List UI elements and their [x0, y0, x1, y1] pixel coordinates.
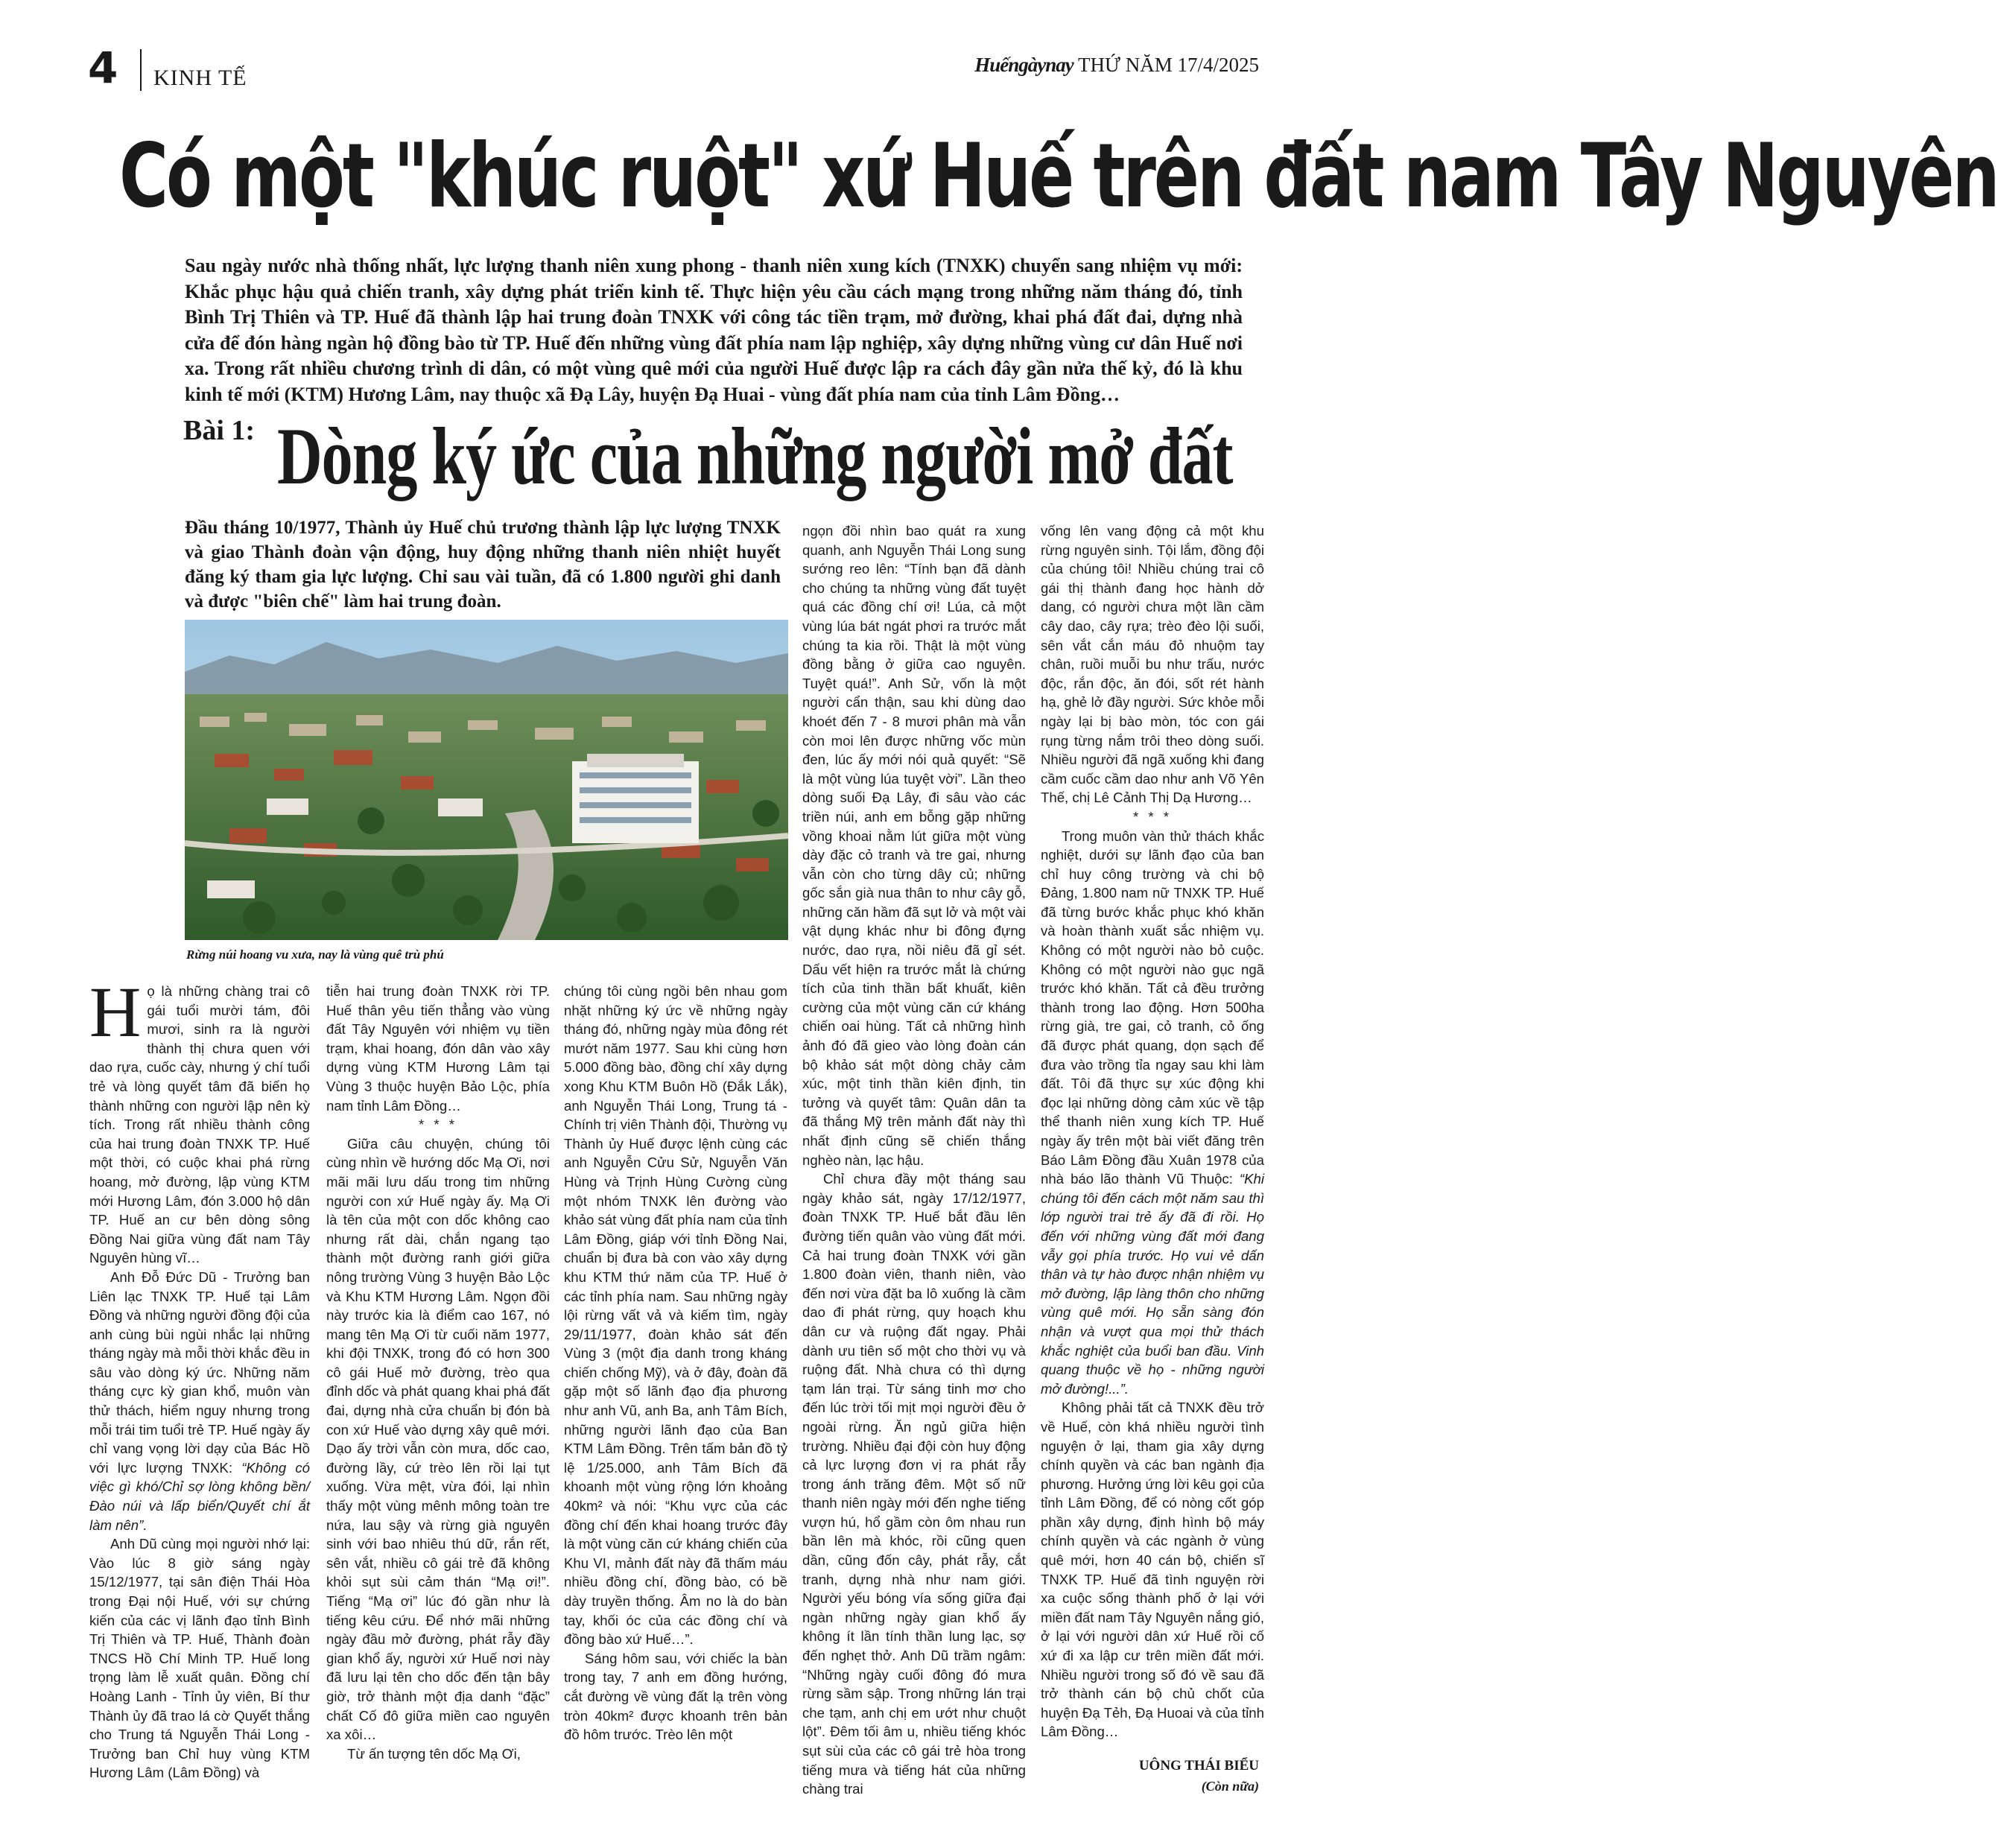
body-column-1: [89, 972, 311, 1781]
masthead-date: THỨ NĂM 17/4/2025: [1078, 54, 1259, 76]
part-label: Bài 1:: [183, 415, 256, 446]
byline: UÔNG THÁI BIỂU: [1138, 1758, 1259, 1774]
body-column-5: [1041, 521, 1264, 1750]
body-paragraph: Chỉ chưa đầy một tháng sau ngày khảo sát, ngày 17/12/1977, đoàn TNXK TP. Huế bắt đầu lên đường tiến quân vào vùng đất mới. Cả hai trung đoàn TNXK với gần 1.800 đoàn viên, thanh niên, vào đến nơi vừa đặt ba lô xuống là cầm dao đi phát rừng, quy hoạch khu dân cư và ruộng đất ngay. Phải dành ưu tiên số một cho thời vụ và ruộng đất. Nhà chưa có thì dựng tạm lán trại. Từ sáng tinh mơ cho đến lúc trời tối mịt mọi người đều ở ngoài rừng. Ăn ngủ giữa hiện trường. Nhiều đại đội còn huy động cả lực lượng đơn vị ra phát rẫy trong ánh trăng đêm. Một số nữ thanh niên ngày mới đến nghe tiếng vượn hú, hổ gầm còn ôm nhau run bần lên mà khóc, rồi cũng quen dần, cũng đốn cây, phát rẫy, cắt tranh, dựng nhà như nam giới. Người yếu bóng vía sống giữa đại ngàn những ngày gian khổ ấy không ít lần tính thần lung lạc, sợ đến nghẹt thở. Anh Dũ trầm ngâm: “Những ngày cuối đông đó mưa rừng sầm sập. Trong những lán trại che tạm, anh chị em ướt như chuột lột”. Đêm tối âm u, nhiều tiếng khóc sụt sùi của các cô gái trẻ hòa trong tiếng mưa và tiếng hát của những chàng trai: [802, 1171, 1026, 1797]
body-paragraph: Giữa câu chuyện, chúng tôi cùng nhìn về hướng dốc Mạ Ơi, nơi mãi mãi lưu dấu trong tim những người con xứ Huế ngày ấy. Mạ Ơi là tên của một con dốc không cao nhưng rất dài, chắn ngang tạo thành một đường ranh giới giữa nông trường Vùng 3 huyện Bảo Lộc và Khu KTM Hương Lâm. Ngọn đồi này trước kia là điểm cao 167, nó mang tên Mạ Ơi từ cuối năm 1977, khi đội TNXK, trong đó có hơn 300 cô gái Huế mở đường, trèo qua đỉnh dốc và phát quang khai phá đất đai, dựng nhà cửa chuẩn bị đón bà con xứ Huế vào dựng xây quê mới. Dạo ấy trời vẫn còn mưa, dốc cao, đường lầy, cứ trèo lên rồi lại tụt xuống. Vừa mệt, vừa đói, lại nhìn thấy một vùng mênh mông toàn tre nứa, lau sậy và rừng già nguyên sinh với bao nhiêu thú dữ, rắn rết, sên vắt, nhiều cô gái trẻ đã không khỏi sụt sùi cảm thán “Mạ ơi!”. Tiếng “Mạ ơi” lúc đó gần như là tiếng kêu cứu. Để nhớ mãi những ngày đầu mở đường, phát rẫy đầy gian khổ ấy, người xứ Huế nơi này đã lưu lại tên cho dốc đến tận bây giờ, trở thành một địa danh “đặc” chất Cố đô giữa miền cao nguyên xa xôi…: [326, 1135, 550, 1743]
body-paragraph: vống lên vang động cả một khu rừng nguyên sinh. Tội lắm, đồng đội của chúng tôi! Nhiều chúng trai cô gái thị thành đang học hành dở dang, có người chưa một lần cầm cây dao, cây rựa; trèo đèo lội suối, sên vắt cắn máu đỏ nhuộm tay chân, ruồi muỗi bu như trấu, nước độc, rắn độc, ăn đói, sốt rét hành hạ, ghẻ lở đầy người. Sức khỏe mỗi ngày lại bị bào mòn, tóc con gái rụng từng nắm trôi theo dòng suối. Nhiều người đã ngã xuống khi đang cầm cuốc cầm dao như anh Võ Yên Thế, chị Lê Cảnh Thị Dạ Hương…: [1041, 523, 1264, 806]
body-column-2: [326, 982, 550, 1762]
drop-cap: H: [89, 972, 142, 1052]
body-paragraph: ngọn đồi nhìn bao quát ra xung quanh, anh Nguyễn Thái Long sung sướng reo lên: “Tính bạn đã dành cho chúng ta những vùng đất tuyệt quá các đồng chí ơi! Lúa, cả một vùng lúa bát ngát phơi ra trước mắt chúng ta kia rồi. Thật là một vùng đồng bằng ở giữa cao nguyên. Tuyệt quá!”. Anh Sử, vốn là một người cẩn thận, sau khi dùng dao khoét đến 7 - 8 mươi phân mà vẫn còn moi lên được những vốc mùn đen, lúc ấy mới nói quả quyết: “Sẽ là một vùng lúa tuyệt vời”. Lần theo dòng suối Đạ Lây, đi sâu vào các triền núi, anh em bỗng gặp những vồng khoai nằm lút giữa một vùng dày đặc cỏ tranh và tre gai, nhưng vẫn còn cho từng dây củ; những gốc sắn già nua thân to như cây gỗ, những căn hầm đã sụt lở và một vài vật dụng khác như bi đông đựng nước, dao rựa, nồi niêu đã gỉ sét. Dấu vết hiện ra trước mắt là chứng tích của tinh thần bất khuất, kiên cường của một vùng căn cứ kháng chiến oai hùng. Tất cả những hình ảnh đó đã gieo vào lòng đoàn cán bộ khảo sát một dòng chảy cảm xúc, một tinh thần kiên định, tin tưởng và quyết tâm: Quân dân ta đã thắng Mỹ trên mảnh đất này thì nhất định cũng sẽ chiến thắng nghèo nàn, lạc hậu.: [802, 523, 1026, 1168]
aerial-town-photo: [185, 620, 788, 940]
quote: “Khi chúng tôi đến cách một năm sau thì lớp người trai trẻ ấy đã đi rồi. Họ đến với những vùng đất mới đang vẫy gọi phía trước. Họ vui vẻ dấn thân và tự hào được nhận nhiệm vụ mở đường, lập làng thôn cho những vùng quê mới. Họ sẵn sàng đón nhận và vượt qua mọi thử thách khắc nghiệt của buổi ban đầu. Vinh quang thuộc về họ - những người mở đường!...”.: [1041, 1171, 1264, 1397]
body-paragraph: Anh Đỗ Đức Dũ - Trưởng ban Liên lạc TNXK TP. Huế tại Lâm Đồng và những người đồng đội của anh cùng bùi ngùi nhắc lại những tháng ngày mà mỗi thời khắc đều in sâu vào dòng ký ức. Những năm tháng cực kỳ gian khổ, muôn vàn thử thách, hiểm nguy nhưng trong mỗi trái tim tuổi trẻ TP. Huế ngày ấy chỉ vang vọng lời dạy của Bác Hồ với lực lượng TNXK: “Không có việc gì khó/Chỉ sợ lòng không bền/Đào núi và lấp biển/Quyết chí ắt làm nên”.: [89, 1268, 311, 1533]
body-paragraph: chúng tôi cùng ngồi bên nhau gom nhặt những ký ức về những ngày tháng đó, những ngày mùa đông rét mướt năm 1977. Sau khi cùng hơn 5.000 đồng bào, đồng chí xây dựng xong Khu KTM Buôn Hồ (Đắk Lắk), anh Nguyễn Thái Long, Trung tá - Chính trị viên Thành đội, Thường vụ Thành ủy Huế được lệnh cùng các anh Nguyễn Cửu Sử, Nguyễn Văn Hùng và Trịnh Hùng Cường cùng một nhóm TNXK lên đường vào khảo sát vùng đất phía nam của tỉnh Lâm Đồng, giáp với tỉnh Đồng Nai, chuẩn bị đưa bà con vào xây dựng khu KTM thứ năm của TP. Huế ở các tỉnh phía nam. Sau những ngày lội rừng vất vả và kiếm tìm, ngày 29/11/1977, đoàn khảo sát đến Vùng 3 (một địa danh trong kháng chiến chống Mỹ), và ở đây, đoàn đã gặp một số lãnh đạo địa phương như anh Vũ, anh Ba, anh Tâm Bích, những người lãnh đạo của Ban KTM Lâm Đồng. Trên tấm bản đồ tỷ lệ 1/25.000, anh Tâm Bích đã khoanh một vùng rộng lớn khoảng 40km² và nói: “Khu vực của các đồng chí đến khai hoang trước đây là một vùng căn cứ kháng chiến của Khu VI, mảnh đất này đã thấm máu nhiều đồng chí, đồng bào, có bề dày truyền thống. Âm no là do bàn tay, khối óc của các đồng chí và đồng bào xứ Huế…”.: [564, 983, 787, 1648]
intro-paragraph: Đầu tháng 10/1977, Thành ủy Huế chủ trương thành lập lực lượng TNXK và giao Thành đoàn vận động, huy động những thanh niên nhiệt huyết đăng ký tham gia lực lượng. Chỉ sau vài tuần, đã có 1.800 người ghi danh và được "biên chế" làm hai trung đoàn.: [185, 518, 781, 612]
continued-note: (Còn nữa): [1201, 1779, 1259, 1794]
section-name: KINH TẾ: [153, 66, 247, 90]
section-divider-stars: * * *: [418, 1117, 458, 1133]
body-column-3: [564, 982, 787, 1749]
section-divider-stars: * * *: [1132, 808, 1173, 825]
body-paragraph: tiễn hai trung đoàn TNXK rời TP. Huế thân yêu tiến thẳng vào vùng đất Tây Nguyên với nhiệm vụ tiền trạm, khai hoang, đón dân vào xây dựng vùng KTM Hương Lâm tại Vùng 3 thuộc huyện Bảo Lộc, phía nam tỉnh Lâm Đồng…: [326, 983, 550, 1114]
masthead-logo: Huếngàynay: [974, 54, 1073, 76]
photo-caption: Rừng núi hoang vu xưa, nay là vùng quê trù phú: [186, 947, 444, 962]
body-paragraph: Sáng hôm sau, với chiếc la bàn trong tay, 7 anh em đồng hướng, cắt đường về vùng đất lạ trên vòng tròn 40km² được khoanh trên bản đồ hôm trước. Trèo lên một: [564, 1650, 787, 1743]
header-divider: [140, 49, 142, 91]
headline: Có một "khúc ruột" xứ Huế trên đất nam Tây Nguyên: [119, 124, 1998, 229]
body-column-4: [802, 521, 1026, 1797]
body-paragraph: Không phải tất cả TNXK đều trở về Huế, còn khá nhiều người tình nguyện ở lại, tham gia xây dựng chính quyền và các ban ngành địa phương. Hưởng ứng lời kêu gọi của tỉnh Lâm Đồng, để có nòng cốt góp phần xây dựng, định hình bộ máy chính quyền và các ngành ở vùng quê mới, hơn 40 cán bộ, chiến sĩ TNXK TP. Huế đã tình nguyện rời xa cuộc sống thành phố ở lại với miền đất nam Tây Nguyên nắng gió, ở lại với người dân xứ Huế rồi cố xứ đi xa lập cư trên miền đất mới. Nhiều người trong số đó về sau đã trở thành cán bộ chủ chốt của huyện Đạ Tẻh, Đạ Huoai và của tỉnh Lâm Đồng…: [1041, 1400, 1264, 1740]
page-number: 4: [88, 42, 118, 93]
part-title: Dòng ký ức của những người mở đất: [277, 411, 1233, 502]
body-paragraph: Anh Dũ cùng mọi người nhớ lại: Vào lúc 8 giờ sáng ngày 15/12/1977, tại sân điện Thái Hòa trong Đại nội Huế, với sự chứng kiến của các vị lãnh đạo tỉnh Bình Trị Thiên và TP. Huế, Thành đoàn TNCS Hồ Chí Minh TP. Huế long trọng làm lễ xuất quân. Đồng chí Hoàng Lanh - Tỉnh ủy viên, Bí thư Thành ủy đã trao lá cờ Quyết thắng cho Trung tá Nguyễn Thái Long - Trưởng ban Chỉ huy vùng KTM Hương Lâm (Lâm Đồng) và: [89, 1536, 310, 1781]
masthead: [974, 54, 1259, 77]
body-paragraph: Trong muôn vàn thử thách khắc nghiệt, dưới sự lãnh đạo của ban chỉ huy công trường và chi bộ Đảng, 1.800 nam nữ TNXK TP. Huế đã từng bước khắc phục khó khăn và hoàn thành xuất sắc nhiệm vụ. Không có một người nào bỏ cuộc. Không có một người nào gục ngã trước khó khăn. Tất cả đều trưởng thành trong lao động. Hơn 500ha rừng già, tre gai, cỏ tranh, cỏ ống đã được phát quang, dọn sạch để đưa vào trồng tỉa ngay sau khi làm đất. Tôi đã thực sự xúc động khi đọc lại những dòng cảm xúc về tập thể thanh niên xung kích TP. Huế ngày ấy trên một bài viết đăng trên Báo Lâm Đồng đầu Xuân 1978 của nhà báo lão thành Vũ Thuộc: “Khi chúng tôi đến cách một năm sau thì lớp người trai trẻ ấy đã đi rồi. Họ đến với những vùng đất mới đang vẫy gọi phía trước. Họ vui vẻ dấn thân và tự hào được nhận nhiệm vụ mở đường, lập làng thôn cho những vùng quê mới. Họ sẵn sàng đón nhận và vượt qua mọi thử thách khắc nghiệt của buổi ban đầu. Vinh quang thuộc về họ - những người mở đường!...”.: [1041, 828, 1264, 1397]
lead-paragraph: Sau ngày nước nhà thống nhất, lực lượng thanh niên xung phong - thanh niên xung kích (TNXK) chuyển sang nhiệm vụ mới: Khắc phục hậu quả chiến tranh, xây dựng phát triển kinh tế. Thực hiện yêu cầu cách mạng trong những năm tháng đó, tỉnh Bình Trị Thiên và TP. Huế đã thành lập hai trung đoàn TNXK với công tác tiền trạm, mở đường, khai phá đất đai, dựng nhà cửa để đón hàng ngàn hộ đồng bào từ TP. Huế đến những vùng đất phía nam lập nghiệp, xây dựng những vùng cư dân Huế nơi xa. Trong rất nhiều chương trình di dân, có một vùng quê mới của người Huế được lập ra cách đây gần nửa thế kỷ, đó là khu kinh tế mới (KTM) Hương Lâm, nay thuộc xã Đạ Lây, huyện Đạ Huai - vùng đất phía nam của tỉnh Lâm Đồng…: [185, 255, 1243, 405]
body-paragraph: Từ ấn tượng tên dốc Mạ Ơi,: [347, 1745, 521, 1762]
quote: “Không có việc gì khó/Chỉ sợ lòng không bền/Đào núi và lấp biển/Quyết chí ắt làm nên”.: [89, 1459, 311, 1533]
body-paragraph: Họ là những chàng trai cô gái tuổi mười tám, đôi mươi, sinh ra là người thành thị chưa quen với dao rựa, cuốc cày, nhưng ý chí tuổi trẻ và lòng quyết tâm đã biến họ thành những con người lập nên kỳ tích. Trong rất nhiều thành công của hai trung đoàn TNXK TP. Huế một thời, có cuộc khai phá rừng hoang, mở đường, lập vùng KTM mới Hương Lâm, đón 3.000 hộ dân TP. Huế an cư bên dòng sông Đồng Nai giữa vùng đất nam Tây Nguyên hùng vĩ…: [89, 972, 310, 1266]
